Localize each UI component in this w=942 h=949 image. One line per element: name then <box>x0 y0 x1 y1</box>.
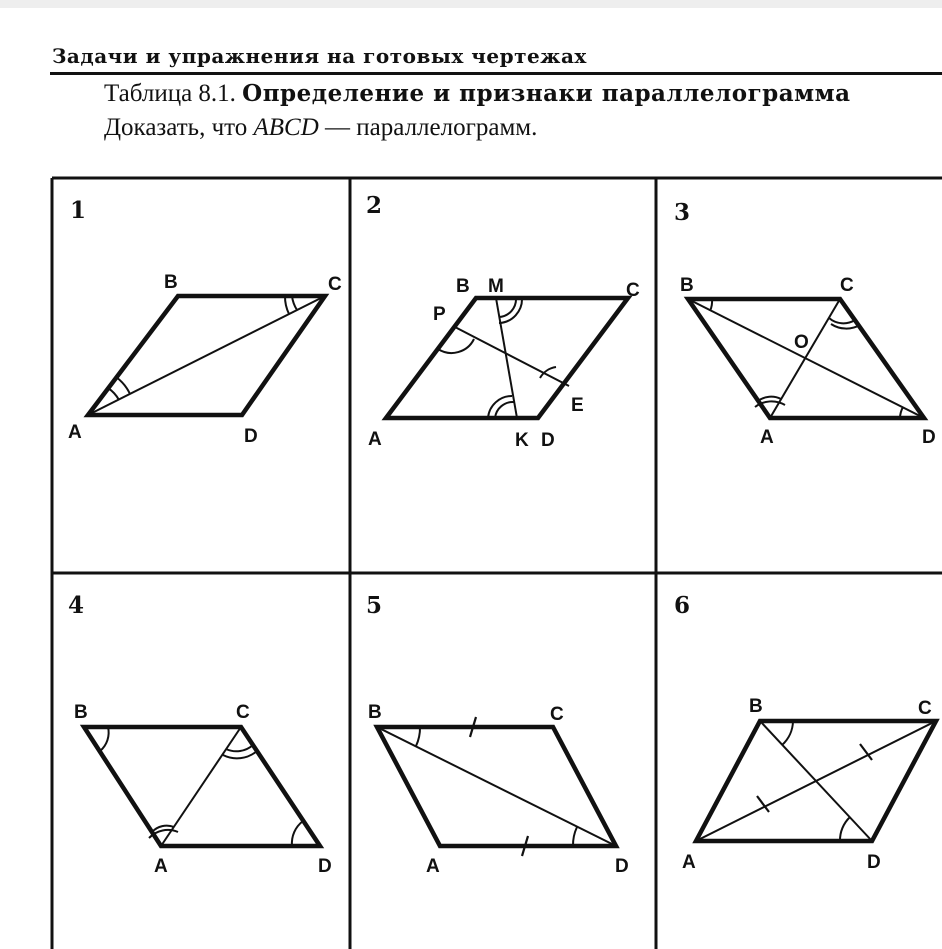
diagonal-ac <box>88 296 325 415</box>
segment-pe <box>453 326 569 386</box>
vertex-c: C <box>918 698 932 719</box>
problem-1 <box>68 197 342 447</box>
angle-arc <box>782 721 793 745</box>
angle-arc <box>573 827 577 846</box>
angle-arc <box>223 751 257 758</box>
vertex-a: A <box>682 852 696 873</box>
point-p: P <box>433 304 446 325</box>
vertex-d: D <box>867 852 881 873</box>
vertex-d: D <box>615 856 629 877</box>
problem-number: 5 <box>366 592 383 619</box>
problem-number: 6 <box>674 592 691 619</box>
vertex-b: B <box>164 272 178 293</box>
problem-4 <box>68 592 332 877</box>
vertex-a: A <box>68 422 82 443</box>
point-k: K <box>515 430 529 451</box>
diagonal-bd <box>760 721 872 841</box>
angle-arc <box>100 727 109 751</box>
angle-arc <box>499 298 522 323</box>
angle-arc <box>116 377 130 394</box>
problem-number: 2 <box>366 192 383 219</box>
diagonal-bd <box>377 727 616 846</box>
task-prefix: Доказать, что <box>104 114 248 141</box>
diagonal-ac <box>161 727 241 846</box>
angle-arc <box>285 296 289 314</box>
angle-arc <box>829 318 855 323</box>
table-prefix: Таблица 8.1. <box>104 80 236 107</box>
point-m: M <box>488 276 504 297</box>
vertex-d: D <box>318 856 332 877</box>
task-suffix: — параллелограмм. <box>325 114 538 141</box>
angle-arc <box>292 821 303 846</box>
table-title: Определение и признаки параллелограмма <box>242 80 851 107</box>
vertex-c: C <box>626 280 640 301</box>
vertex-d: D <box>922 427 936 448</box>
problem-3 <box>674 199 936 448</box>
vertex-b: B <box>368 702 382 723</box>
vertex-a: A <box>426 856 440 877</box>
point-o: O <box>794 332 809 353</box>
diagonal-ac <box>770 299 840 418</box>
vertex-b: B <box>749 696 763 717</box>
vertex-c: C <box>328 274 342 295</box>
vertex-b: B <box>680 275 694 296</box>
problem-6 <box>674 592 936 873</box>
vertex-b: B <box>456 276 470 297</box>
angle-arc <box>108 388 119 400</box>
point-e: E <box>571 395 584 416</box>
vertex-c: C <box>840 275 854 296</box>
vertex-c: C <box>236 702 250 723</box>
vertex-a: A <box>760 427 774 448</box>
angle-arc <box>495 402 514 418</box>
angle-arc <box>226 745 253 751</box>
vertex-b: B <box>74 702 88 723</box>
vertex-d: D <box>541 430 555 451</box>
angle-arc <box>416 727 420 746</box>
task-var: ABCD <box>253 114 319 141</box>
vertex-d: D <box>244 426 258 447</box>
problem-2 <box>366 192 640 451</box>
problem-number: 3 <box>674 199 691 226</box>
angle-arc <box>499 298 516 317</box>
vertex-a: A <box>368 429 382 450</box>
angle-arc <box>840 817 850 841</box>
problem-number: 4 <box>68 592 85 619</box>
problem-number: 1 <box>70 197 87 224</box>
vertex-c: C <box>550 704 564 725</box>
vertex-a: A <box>154 856 168 877</box>
angle-arc <box>758 397 781 401</box>
section-title: Задачи и упражнения на готовых чертежах <box>52 44 587 68</box>
problem-5 <box>366 592 629 877</box>
